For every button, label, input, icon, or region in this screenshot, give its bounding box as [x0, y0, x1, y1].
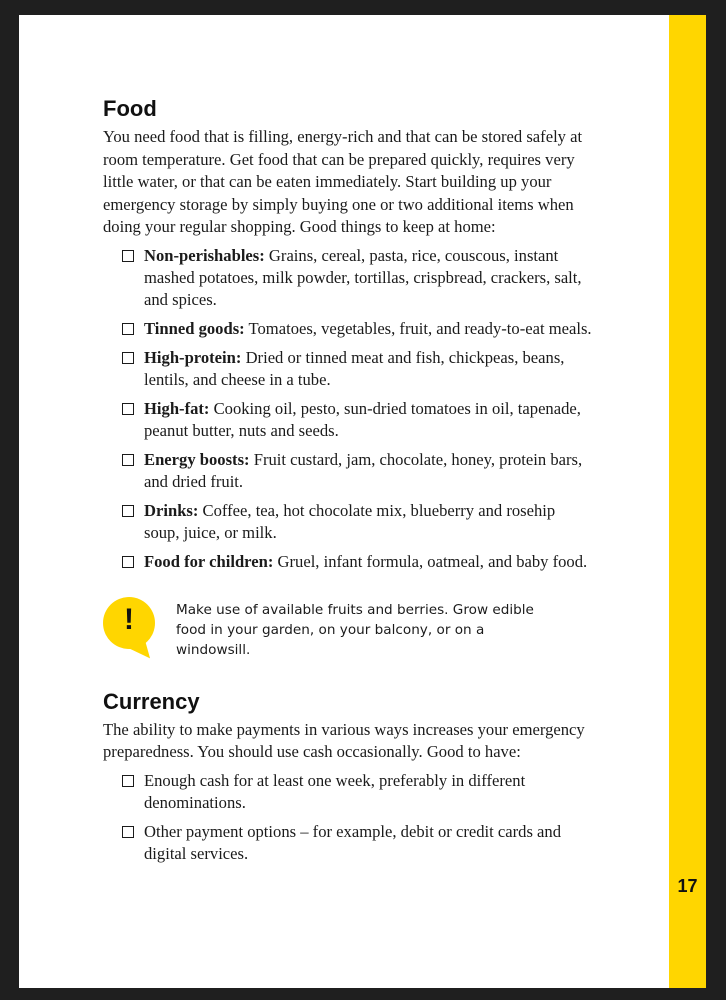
item-label: Drinks: — [144, 500, 199, 520]
food-section — [103, 96, 593, 573]
list-item — [122, 551, 593, 573]
currency-checklist — [103, 770, 593, 865]
item-label: Tinned goods: — [144, 318, 245, 338]
checkbox-icon — [122, 250, 134, 262]
list-item — [122, 770, 593, 814]
list-item — [122, 449, 593, 493]
item-text: Gruel, infant formula, oatmeal, and baby food. — [273, 551, 588, 571]
food-heading: Food — [103, 96, 157, 121]
item-text: Cooking oil, pesto, sun-dried tomatoes in oil, tapenade, peanut butter, nuts and seeds. — [144, 398, 581, 440]
item-text: Other payment options – for example, debit or credit cards and digital services. — [144, 821, 562, 863]
page-content — [103, 96, 593, 872]
checkbox-icon — [122, 826, 134, 838]
tip-callout — [103, 597, 593, 667]
food-checklist — [103, 245, 593, 573]
tip-text: Make use of available fruits and berries. Grow edible food in your garden, on your balcony, or on a windowsill. — [176, 601, 534, 658]
currency-heading: Currency — [103, 688, 200, 714]
item-text: Enough cash for at least one week, preferably in different denominations. — [144, 770, 526, 812]
list-item — [122, 398, 593, 442]
currency-section — [103, 689, 593, 865]
list-item — [122, 347, 593, 391]
checkbox-icon — [122, 323, 134, 335]
currency-intro: The ability to make payments in various ways increases your emergency preparedness. You should use cash occasionally. Good to have: — [103, 719, 585, 761]
checkbox-icon — [122, 454, 134, 466]
item-label: Non-perishables: — [144, 245, 265, 265]
checkbox-icon — [122, 505, 134, 517]
food-intro: You need food that is filling, energy-rich and that can be stored safely at room temperature. Get food that can be prepared quickly, requires very little water, or that can be eaten immediately. Start building up your emergency storage by simply buying one or two additional items when doing your regular shopping. Good things to keep at home: — [103, 127, 583, 236]
checkbox-icon — [122, 775, 134, 787]
list-item — [122, 821, 593, 865]
item-text: Coffee, tea, hot chocolate mix, blueberry and rosehip soup, juice, or milk. — [144, 500, 556, 542]
item-text: Fruit custard, jam, chocolate, honey, protein bars, and dried fruit. — [144, 449, 583, 491]
item-text: Dried or tinned meat and fish, chickpeas, beans, lentils, and cheese in a tube. — [144, 347, 565, 389]
item-label: Energy boosts: — [144, 449, 250, 469]
exclamation-icon: ! — [124, 602, 134, 636]
item-label: High-fat: — [144, 398, 210, 418]
checkbox-icon — [122, 352, 134, 364]
item-text: Tomatoes, vegetables, fruit, and ready-to-eat meals. — [244, 318, 592, 338]
list-item — [122, 318, 593, 340]
page-number: 17 — [677, 876, 698, 896]
yellow-side-bar — [669, 15, 706, 988]
item-label: Food for children: — [144, 551, 274, 571]
checkbox-icon — [122, 403, 134, 415]
checkbox-icon — [122, 556, 134, 568]
item-text: Grains, cereal, pasta, rice, couscous, instant mashed potatoes, milk powder, tortillas, crispbread, crackers, salt, and spices. — [144, 245, 582, 309]
list-item — [122, 500, 593, 544]
item-label: High-protein: — [144, 347, 242, 367]
list-item — [122, 245, 593, 311]
